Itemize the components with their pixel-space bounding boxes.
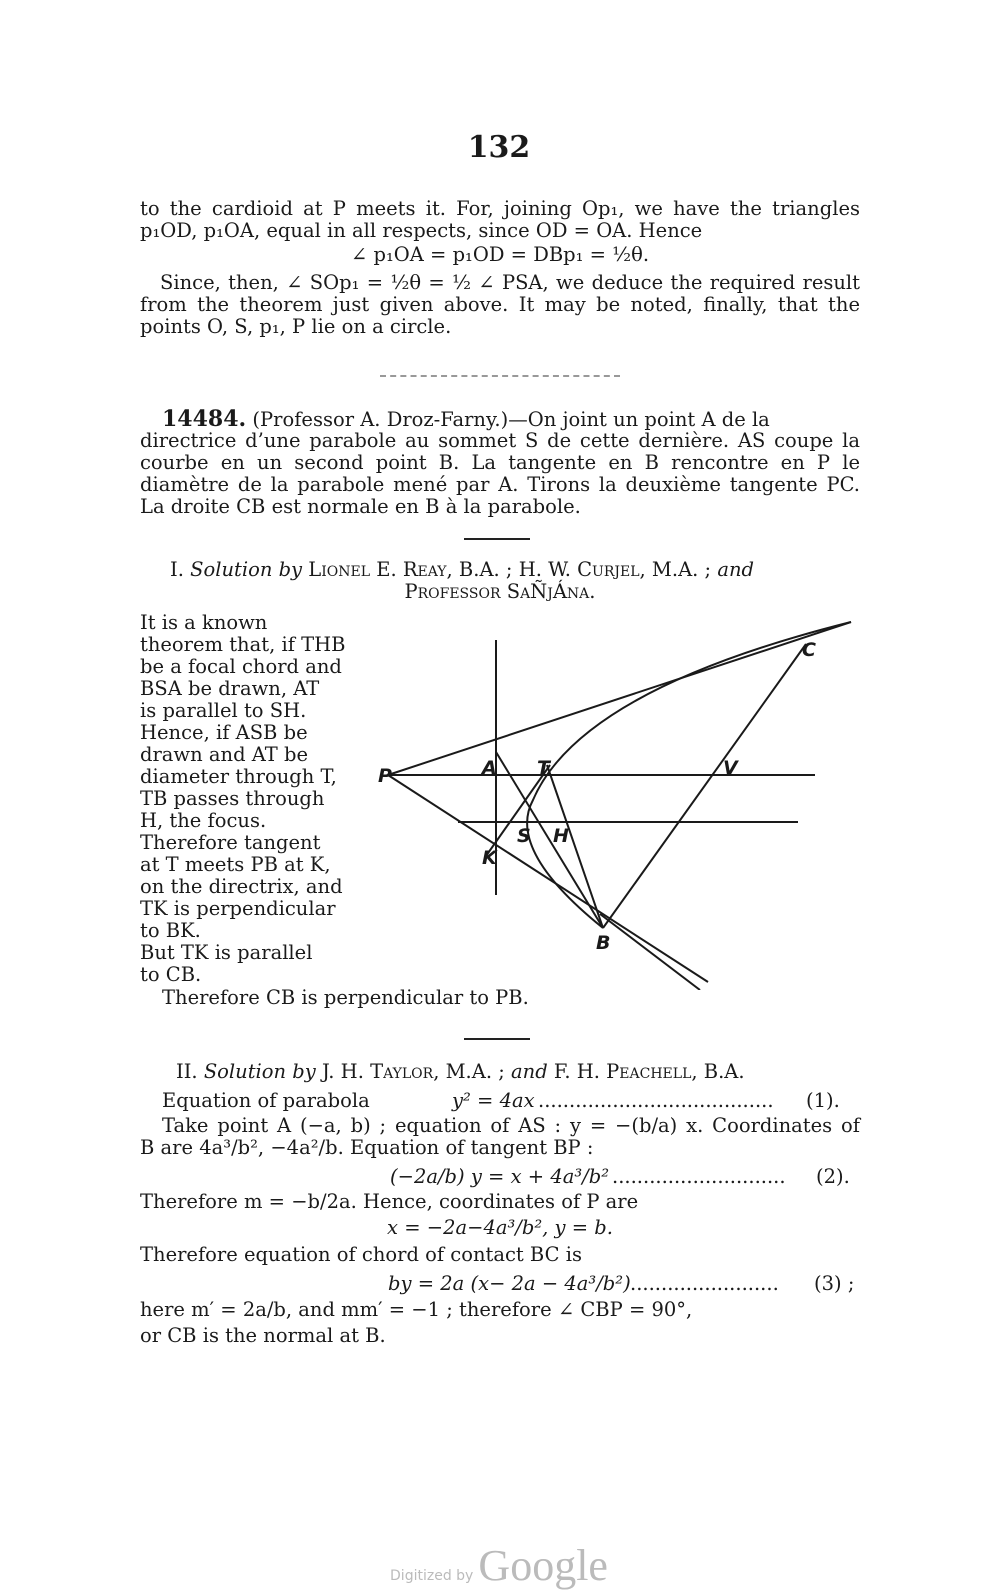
heading-numeral: I. xyxy=(170,558,184,581)
solution-2-line-2: Take point A (−a, b) ; equation of AS : y = −(b/a) x. Coordinates of xyxy=(162,1114,860,1137)
intro-line-4: from the theorem just given above. It may be noted, finally, that the xyxy=(140,293,860,316)
heading-and: and xyxy=(511,1060,548,1083)
text-line: to BK. xyxy=(140,919,201,942)
label-B: B xyxy=(596,932,611,954)
solution-2-line-4: Therefore m = −b/2a. Hence, coordinates of P are xyxy=(140,1190,639,1213)
solution-1-heading xyxy=(170,559,860,581)
label-K: K xyxy=(482,847,497,869)
section-separator xyxy=(380,375,620,377)
label-P: P xyxy=(378,765,392,787)
text-line: is parallel to SH. xyxy=(140,699,307,722)
text-line: BSA be drawn, AT xyxy=(140,677,320,700)
text-line: Therefore tangent xyxy=(140,831,321,854)
solution-2-line-7: or CB is the normal at B. xyxy=(140,1324,386,1347)
label-T: T xyxy=(537,757,550,779)
equation-3-leader: ........................ xyxy=(630,1272,779,1295)
text-line: theorem that, if THB xyxy=(140,633,346,656)
intro-line-3: Since, then, ∠ SOp₁ = ½θ = ½ ∠ PSA, we deduce the required result xyxy=(160,271,860,294)
tangent-PB xyxy=(388,775,708,982)
text-line: be a focal chord and xyxy=(140,655,342,678)
problem-line-3: courbe en un second point B. La tangente en B rencontre en P le xyxy=(140,451,860,474)
label-S: S xyxy=(517,825,531,847)
equation-2-number: (2). xyxy=(816,1165,850,1188)
text-line: Hence, if ASB be xyxy=(140,721,308,744)
text-line: at T meets PB at K, xyxy=(140,853,331,876)
problem-line-2: directrice d’une parabole au sommet S de cette dernière. AS coupe la xyxy=(140,429,860,452)
parabola-figure xyxy=(360,610,870,990)
text-line: on the directrix, and xyxy=(140,875,343,898)
equation-1-leader: ...................................... xyxy=(538,1089,774,1112)
equation-1: y² = 4ax xyxy=(452,1089,535,1112)
problem-text: (Professor A. Droz-Farny.)—On joint un point A de la xyxy=(252,408,770,431)
digitized-by-text: Digitized by xyxy=(390,1568,474,1584)
equation-1-number: (1). xyxy=(806,1089,840,1112)
heading-solution-by: Solution by xyxy=(190,558,303,581)
text-line: TB passes through xyxy=(140,787,325,810)
text-line: It is a known xyxy=(140,611,268,634)
solution-2-heading xyxy=(176,1061,860,1083)
problem-number: 14484. xyxy=(162,406,247,432)
problem-line-5: La droite CB est normale en B à la parabole. xyxy=(140,495,581,518)
solution-1-heading-line-2: Professor SaÑjÁna. xyxy=(404,580,596,603)
equation-2-leader: ............................ xyxy=(612,1165,786,1188)
coordinates-of-P: x = −2a−4a³/b², y = b. xyxy=(387,1216,613,1239)
intro-line-5: points O, S, p₁, P lie on a circle. xyxy=(140,315,452,338)
equation-3: by = 2a (x− 2a − 4a³/b²) xyxy=(388,1272,631,1295)
intro-line-1: to the cardioid at P meets it. For, joining Op₁, we have the triangles xyxy=(140,197,860,220)
heading-author-1: J. H. Taylor, M.A. ; xyxy=(321,1060,505,1083)
short-rule xyxy=(464,538,530,540)
label-C: C xyxy=(802,639,816,661)
text-line: to CB. xyxy=(140,963,202,986)
solution-1-conclusion: Therefore CB is perpendicular to PB. xyxy=(162,986,529,1009)
label-V: V xyxy=(723,757,738,779)
solution-2-line-3: B are 4a³/b², −4a²/b. Equation of tangent BP : xyxy=(140,1136,594,1159)
equation-2: (−2a/b) y = x + 4a³/b² xyxy=(390,1165,610,1188)
google-logo: Google xyxy=(478,1541,608,1590)
heading-solution-by: Solution by xyxy=(203,1060,316,1083)
solution-2-line-5: Therefore equation of chord of contact BC is xyxy=(140,1243,582,1266)
solution-2-line-6: here m′ = 2a/b, and mm′ = −1 ; therefore ∠ CBP = 90°, xyxy=(140,1298,693,1321)
problem-line-4: diamètre de la parabole mené par A. Tirons la deuxième tangente PC. xyxy=(140,473,860,496)
intro-line-2: p₁OD, p₁OA, equal in all respects, since OD = OA. Hence xyxy=(140,219,703,242)
equation-label: Equation of parabola xyxy=(162,1089,370,1112)
heading-author-2: F. H. Peachell, B.A. xyxy=(553,1060,745,1083)
problem-statement-line-1 xyxy=(162,408,860,431)
label-A: A xyxy=(482,757,497,779)
page-number: 132 xyxy=(467,130,531,165)
heading-authors: Lionel E. Reay, B.A. ; H. W. Curjel, M.A. ; xyxy=(308,558,712,581)
intro-equation: ∠ p₁OA = p₁OD = DBp₁ = ½θ. xyxy=(350,243,650,266)
text-line: But TK is parallel xyxy=(140,941,313,964)
text-line: H, the focus. xyxy=(140,809,267,832)
text-line: drawn and AT be xyxy=(140,743,308,766)
digitized-watermark xyxy=(0,1540,998,1591)
tangent-extension-B xyxy=(600,914,700,990)
chord-CB xyxy=(603,644,806,928)
text-line: TK is perpendicular xyxy=(140,897,336,920)
text-line: diameter through T, xyxy=(140,765,337,788)
heading-numeral: II. xyxy=(176,1060,198,1083)
heading-and: and xyxy=(717,558,755,581)
short-rule-2 xyxy=(464,1038,530,1040)
label-H: H xyxy=(553,825,569,847)
solution-1-text-column xyxy=(140,612,348,986)
equation-3-number: (3) ; xyxy=(814,1272,855,1295)
tangent-PC xyxy=(388,622,851,775)
